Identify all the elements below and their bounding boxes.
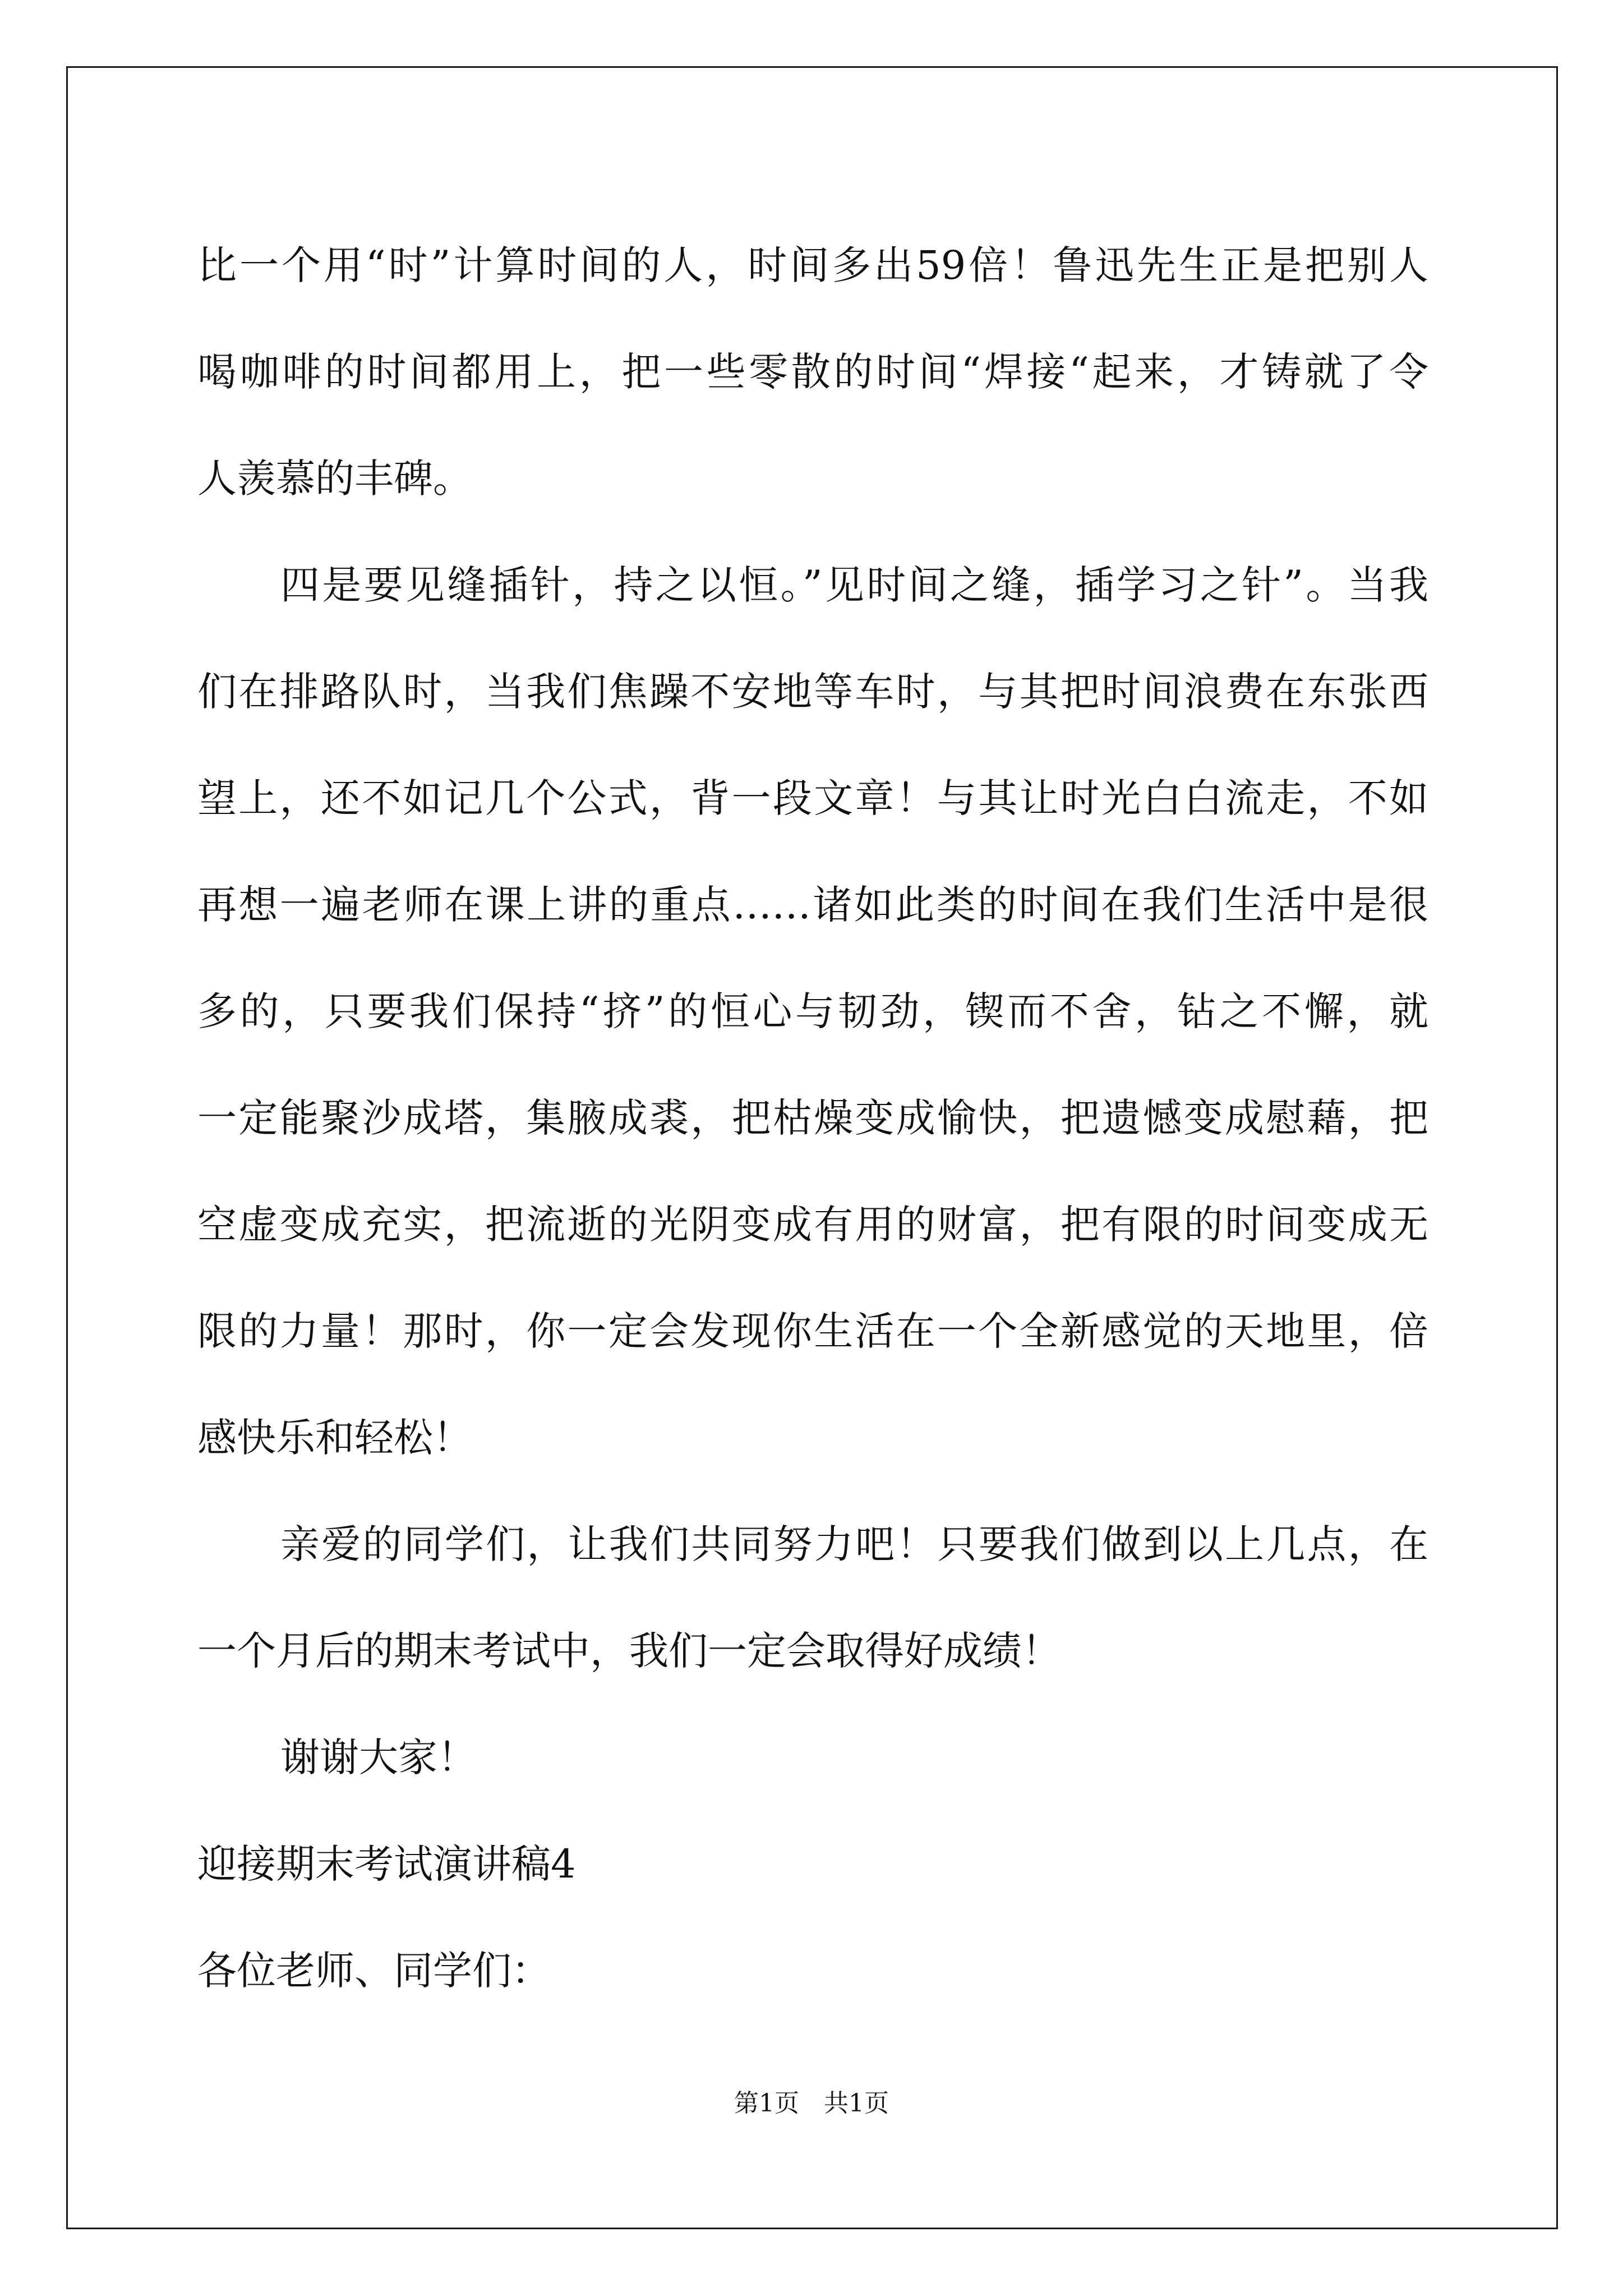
document-body [197, 212, 1428, 2024]
text-line: 人羡慕的丰碑。 [197, 455, 472, 501]
text-line: 空虚变成充实，把流逝的光阴变成有用的财富，把有限的时间变成无 [197, 1202, 1428, 1248]
text-line: 谢谢大家！ [280, 1734, 477, 1780]
section-title: 迎接期末考试演讲稿4 [197, 1841, 576, 1887]
text-line: 限的力量！那时，你一定会发现你生活在一个全新感觉的天地里，倍 [197, 1308, 1428, 1354]
text-line: 感快乐和轻松！ [197, 1415, 472, 1461]
text-line: 四是要见缝插针，持之以恒。”见时间之缝，插学习之针”。当我 [280, 562, 1428, 608]
text-line: 亲爱的同学们，让我们共同努力吧！只要我们做到以上几点，在 [280, 1521, 1428, 1567]
salutation: 各位老师、同学们： [197, 1948, 551, 1994]
text-line: 再想一遍老师在课上讲的重点……诸如此类的时间在我们生活中是很 [197, 882, 1428, 928]
page-footer: 第1页 共1页 [734, 2089, 889, 2118]
text-line: 一个月后的期末考试中，我们一定会取得好成绩！ [197, 1628, 1061, 1674]
text-line: 望上，还不如记几个公式，背一段文章！与其让时光白白流走，不如 [197, 775, 1428, 821]
text-line: 比一个用“时”计算时间的人，时间多出59倍！鲁迅先生正是把别人 [197, 242, 1428, 288]
text-line: 一定能聚沙成塔，集腋成裘，把枯燥变成愉快，把遗憾变成慰藉，把 [197, 1095, 1428, 1141]
text-line: 喝咖啡的时间都用上，把一些零散的时间“焊接“起来，才铸就了令 [197, 349, 1428, 395]
text-line: 们在排路队时，当我们焦躁不安地等车时，与其把时间浪费在东张西 [197, 669, 1428, 715]
text-line: 多的，只要我们保持“挤”的恒心与韧劲，锲而不舍，钻之不懈，就 [197, 988, 1428, 1034]
